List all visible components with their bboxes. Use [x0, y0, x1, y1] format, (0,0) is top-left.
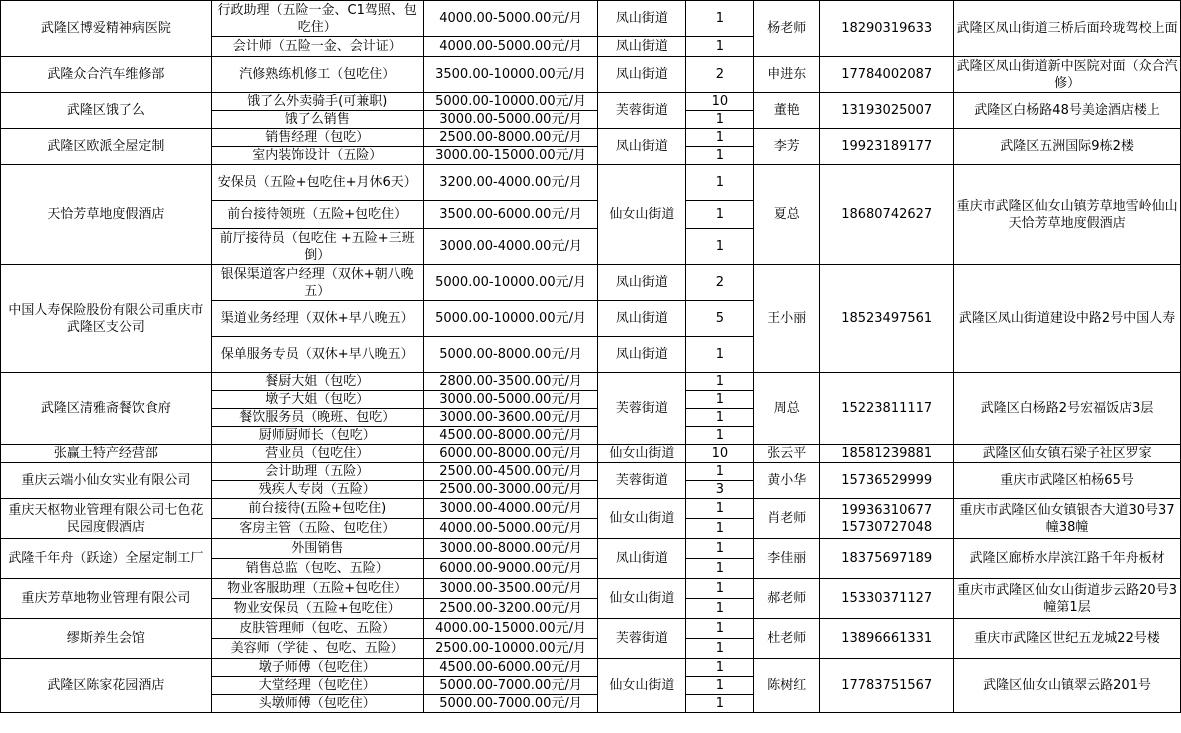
contact-person: 黄小华	[754, 463, 820, 499]
job-title: 渠道业务经理（双休+早八晚五）	[211, 301, 423, 337]
phone-number: 17784002087	[820, 57, 954, 93]
phone-number: 18523497561	[820, 265, 954, 373]
job-title: 残疾人专岗（五险）	[211, 481, 423, 499]
contact-person: 周总	[754, 373, 820, 445]
table-row	[1, 265, 1181, 301]
company-name: 缪斯养生会馆	[1, 619, 212, 659]
job-title: 营业员（包吃住）	[211, 445, 423, 463]
job-title: 物业安保员（五险+包吃住）	[211, 599, 423, 619]
salary: 5000.00-8000.00元/月	[423, 337, 598, 373]
job-title: 外围销售	[211, 539, 423, 559]
salary: 3000.00-4000.00元/月	[423, 499, 598, 519]
headcount: 1	[686, 409, 754, 427]
headcount: 1	[686, 499, 754, 519]
table-row	[1, 539, 1181, 559]
phone-number: 17783751567	[820, 659, 954, 713]
phone-number: 15330371127	[820, 579, 954, 619]
contact-person: 郝老师	[754, 579, 820, 619]
salary: 5000.00-7000.00元/月	[423, 695, 598, 713]
contact-person: 陈树红	[754, 659, 820, 713]
headcount: 2	[686, 57, 754, 93]
headcount: 1	[686, 599, 754, 619]
address: 武隆区凤山街道三桥后面玲珑驾校上面	[954, 1, 1181, 57]
company-name: 武隆区博爱精神病医院	[1, 1, 212, 57]
job-listing-body	[1, 1, 1181, 713]
phone-number: 18581239881	[820, 445, 954, 463]
headcount: 3	[686, 481, 754, 499]
headcount: 1	[686, 165, 754, 201]
table-row	[1, 619, 1181, 639]
phone-number: 19936310677 15730727048	[820, 499, 954, 539]
salary: 2500.00-10000.00元/月	[423, 639, 598, 659]
job-title: 前厅接待员（包吃住 +五险+三班倒）	[211, 229, 423, 265]
address: 武隆区白杨路48号美途酒店楼上	[954, 93, 1181, 129]
headcount: 1	[686, 337, 754, 373]
contact-person: 董艳	[754, 93, 820, 129]
street: 芙蓉街道	[598, 619, 686, 659]
job-title: 客房主管（五险、包吃住）	[211, 519, 423, 539]
phone-number: 13896661331	[820, 619, 954, 659]
salary: 4000.00-15000.00元/月	[423, 619, 598, 639]
address: 重庆市武隆区仙女镇银杏大道30号37幢38幢	[954, 499, 1181, 539]
street: 凤山街道	[598, 301, 686, 337]
address: 重庆市武隆区仙女山镇芳草地雪岭仙山天恰芳草地度假酒店	[954, 165, 1181, 265]
company-name: 重庆芳草地物业管理有限公司	[1, 579, 212, 619]
salary: 3200.00-4000.00元/月	[423, 165, 598, 201]
headcount: 1	[686, 639, 754, 659]
street: 仙女山街道	[598, 579, 686, 619]
contact-person: 杨老师	[754, 1, 820, 57]
salary: 3500.00-6000.00元/月	[423, 201, 598, 229]
salary: 4000.00-5000.00元/月	[423, 37, 598, 57]
job-title: 餐饮服务员（晚班、包吃）	[211, 409, 423, 427]
salary: 3000.00-3600.00元/月	[423, 409, 598, 427]
job-title: 前台接待(五险+包吃住)	[211, 499, 423, 519]
job-title: 销售经理（包吃）	[211, 129, 423, 147]
table-row	[1, 129, 1181, 147]
table-row	[1, 463, 1181, 481]
address: 重庆市武隆区仙女山街道步云路20号3幢第1层	[954, 579, 1181, 619]
job-title: 餐厨大姐（包吃）	[211, 373, 423, 391]
contact-person: 肖老师	[754, 499, 820, 539]
address: 武隆区仙女山镇翠云路201号	[954, 659, 1181, 713]
table-row	[1, 499, 1181, 519]
company-name: 武隆区陈家花园酒店	[1, 659, 212, 713]
street: 仙女山街道	[598, 445, 686, 463]
job-title: 厨师厨师长（包吃）	[211, 427, 423, 445]
job-title: 保单服务专员（双休+早八晚五）	[211, 337, 423, 373]
street: 凤山街道	[598, 265, 686, 301]
company-name: 武隆区清雅斋餐饮食府	[1, 373, 212, 445]
salary: 6000.00-9000.00元/月	[423, 559, 598, 579]
address: 武隆区仙女镇石梁子社区罗家	[954, 445, 1181, 463]
job-title: 饿了么外卖骑手(可兼职)	[211, 93, 423, 111]
phone-number: 18680742627	[820, 165, 954, 265]
headcount: 1	[686, 373, 754, 391]
street: 仙女山街道	[598, 165, 686, 265]
address: 重庆市武隆区柏杨65号	[954, 463, 1181, 499]
salary: 5000.00-10000.00元/月	[423, 93, 598, 111]
headcount: 10	[686, 93, 754, 111]
salary: 3000.00-3500.00元/月	[423, 579, 598, 599]
table-row	[1, 93, 1181, 111]
phone-number: 15736529999	[820, 463, 954, 499]
contact-person: 李佳丽	[754, 539, 820, 579]
table-row	[1, 579, 1181, 599]
table-row	[1, 1, 1181, 37]
contact-person: 夏总	[754, 165, 820, 265]
job-title: 会计助理（五险）	[211, 463, 423, 481]
headcount: 1	[686, 147, 754, 165]
job-title: 饿了么销售	[211, 111, 423, 129]
job-title: 会计师（五险一金、会计证）	[211, 37, 423, 57]
contact-person: 申进东	[754, 57, 820, 93]
table-row	[1, 373, 1181, 391]
headcount: 1	[686, 677, 754, 695]
salary: 3000.00-8000.00元/月	[423, 539, 598, 559]
company-name: 中国人寿保险股份有限公司重庆市武隆区支公司	[1, 265, 212, 373]
job-title: 银保渠道客户经理（双休+朝八晚五）	[211, 265, 423, 301]
street: 芙蓉街道	[598, 373, 686, 445]
phone-number: 13193025007	[820, 93, 954, 129]
street: 凤山街道	[598, 337, 686, 373]
headcount: 1	[686, 1, 754, 37]
headcount: 1	[686, 229, 754, 265]
company-name: 天恰芳草地度假酒店	[1, 165, 212, 265]
company-name: 重庆天枢物业管理有限公司七色花民园度假酒店	[1, 499, 212, 539]
headcount: 1	[686, 695, 754, 713]
headcount: 1	[686, 427, 754, 445]
job-title: 室内装饰设计（五险）	[211, 147, 423, 165]
headcount: 1	[686, 619, 754, 639]
street: 仙女山街道	[598, 659, 686, 713]
salary: 3000.00-5000.00元/月	[423, 111, 598, 129]
headcount: 1	[686, 539, 754, 559]
job-title: 大堂经理（包吃住）	[211, 677, 423, 695]
company-name: 武隆区饿了么	[1, 93, 212, 129]
street: 芙蓉街道	[598, 463, 686, 499]
salary: 4500.00-6000.00元/月	[423, 659, 598, 677]
salary: 6000.00-8000.00元/月	[423, 445, 598, 463]
headcount: 1	[686, 201, 754, 229]
company-name: 张赢土特产经营部	[1, 445, 212, 463]
salary: 2800.00-3500.00元/月	[423, 373, 598, 391]
salary: 3000.00-4000.00元/月	[423, 229, 598, 265]
street: 芙蓉街道	[598, 93, 686, 129]
salary: 4000.00-5000.00元/月	[423, 519, 598, 539]
phone-number: 18290319633	[820, 1, 954, 57]
phone-number: 15223811117	[820, 373, 954, 445]
company-name: 重庆云端小仙女实业有限公司	[1, 463, 212, 499]
job-title: 前台接待领班（五险+包吃住）	[211, 201, 423, 229]
street: 凤山街道	[598, 37, 686, 57]
job-title: 汽修熟练机修工（包吃住）	[211, 57, 423, 93]
salary: 4500.00-8000.00元/月	[423, 427, 598, 445]
headcount: 10	[686, 445, 754, 463]
headcount: 2	[686, 265, 754, 301]
street: 凤山街道	[598, 57, 686, 93]
headcount: 1	[686, 463, 754, 481]
address: 武隆区凤山街道新中医院对面（众合汽修）	[954, 57, 1181, 93]
address: 武隆区凤山街道建设中路2号中国人寿	[954, 265, 1181, 373]
headcount: 1	[686, 659, 754, 677]
street: 凤山街道	[598, 539, 686, 579]
salary: 2500.00-3000.00元/月	[423, 481, 598, 499]
address: 武隆区廊桥水岸滨江路千年舟板材	[954, 539, 1181, 579]
salary: 2500.00-4500.00元/月	[423, 463, 598, 481]
contact-person: 王小丽	[754, 265, 820, 373]
job-title: 皮肤管理师（包吃、五险）	[211, 619, 423, 639]
company-name: 武隆千年舟（跃途）全屋定制工厂	[1, 539, 212, 579]
job-title: 安保员（五险+包吃住+月休6天）	[211, 165, 423, 201]
table-row	[1, 659, 1181, 677]
headcount: 1	[686, 37, 754, 57]
street: 仙女山街道	[598, 499, 686, 539]
salary: 5000.00-7000.00元/月	[423, 677, 598, 695]
street: 凤山街道	[598, 1, 686, 37]
phone-number: 18375697189	[820, 539, 954, 579]
contact-person: 张云平	[754, 445, 820, 463]
headcount: 1	[686, 579, 754, 599]
headcount: 1	[686, 559, 754, 579]
job-title: 墩子大姐（包吃）	[211, 391, 423, 409]
table-row	[1, 445, 1181, 463]
contact-person: 杜老师	[754, 619, 820, 659]
salary: 3500.00-10000.00元/月	[423, 57, 598, 93]
job-title: 美容师（学徒 、包吃、五险）	[211, 639, 423, 659]
address: 武隆区白杨路2号宏福饭店3层	[954, 373, 1181, 445]
headcount: 1	[686, 519, 754, 539]
headcount: 1	[686, 391, 754, 409]
headcount: 1	[686, 129, 754, 147]
company-name: 武隆区欧派全屋定制	[1, 129, 212, 165]
headcount: 5	[686, 301, 754, 337]
table-row	[1, 165, 1181, 201]
salary: 5000.00-10000.00元/月	[423, 265, 598, 301]
job-title: 行政助理（五险一金、C1驾照、包吃住）	[211, 1, 423, 37]
job-title: 销售总监（包吃、五险）	[211, 559, 423, 579]
address: 重庆市武隆区世纪五龙城22号楼	[954, 619, 1181, 659]
company-name: 武隆众合汽车维修部	[1, 57, 212, 93]
job-title: 墩子师傅（包吃住）	[211, 659, 423, 677]
salary: 2500.00-3200.00元/月	[423, 599, 598, 619]
salary: 3000.00-15000.00元/月	[423, 147, 598, 165]
street: 凤山街道	[598, 129, 686, 165]
salary: 5000.00-10000.00元/月	[423, 301, 598, 337]
contact-person: 李芳	[754, 129, 820, 165]
address: 武隆区五洲国际9栋2楼	[954, 129, 1181, 165]
headcount: 1	[686, 111, 754, 129]
salary: 4000.00-5000.00元/月	[423, 1, 598, 37]
job-title: 物业客服助理（五险+包吃住）	[211, 579, 423, 599]
salary: 2500.00-8000.00元/月	[423, 129, 598, 147]
salary: 3000.00-5000.00元/月	[423, 391, 598, 409]
job-title: 头墩师傅（包吃住）	[211, 695, 423, 713]
phone-number: 19923189177	[820, 129, 954, 165]
table-row	[1, 57, 1181, 93]
